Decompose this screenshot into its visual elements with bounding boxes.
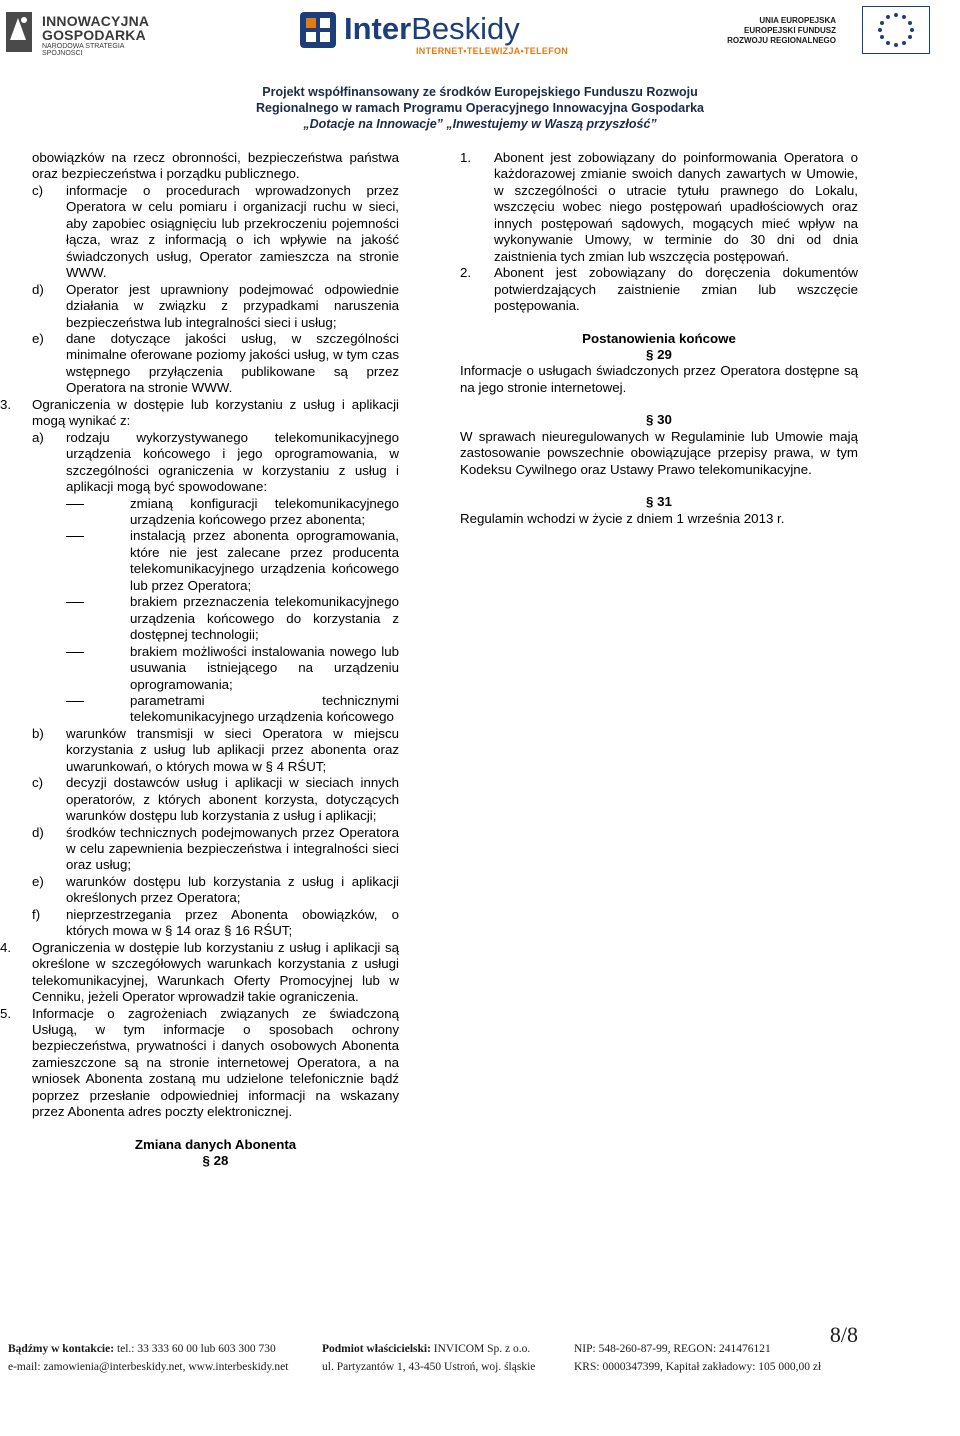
item-3e: e) warunków dostępu lub korzystania z usług i aplikacji określonych przez Operatora;: [32, 873, 399, 906]
eu-logo: [646, 6, 946, 56]
page-footer: [0, 1330, 960, 1390]
paragraph-5: 5. Informacje o zagrożeniach związanych ze świadczoną Usługą, w tym informacje o sposobach ochrony bezpieczeństwa, prywatności i danych osobowych Abonenta zamieszczone są na stronie internetowej Operatora, a na wniosek Abonenta zostaną mu udzielone telefonicznie bądź poprzez przesłanie odpowiedniej informacji na wskazany przez Abonenta adres poczty elektronicznej.: [0, 1005, 399, 1120]
ig-logo-line2: GOSPODARKA: [42, 27, 146, 43]
item-b-continuation: obowiązków na rzecz obronności, bezpieczeństwa państwa oraz bezpieczeństwa i porządku publicznego.: [32, 150, 399, 182]
section-title-zmiana: Zmiana danych Abonenta: [134, 1136, 297, 1152]
project-line2: Regionalnego w ramach Programu Operacyjnego Innowacyjna Gospodarka: [255, 101, 705, 115]
section-number-29: § 29: [646, 346, 672, 362]
paragraph-3: 3. Ograniczenia w dostępie lub korzystaniu z usług i aplikacji mogą wynikać z:: [0, 396, 399, 429]
eu-line2: EUROPEJSKI FUNDUSZ: [743, 26, 836, 35]
left-column: [0, 150, 399, 1170]
brand-inter: Inter: [344, 11, 412, 46]
section-number-31: § 31: [646, 494, 672, 510]
ig-logo-line1: INNOWACYJNA: [42, 13, 150, 29]
dash-item: zmianą konfiguracji telekomunikacyjnego urządzenia końcowego przez abonenta;: [66, 496, 399, 529]
dash-item: brakiem przeznaczenia telekomunikacyjnego urządzenia końcowego do korzystania z dostępnej technologii;: [66, 594, 399, 643]
footer-contact: Bądźmy w kontakcie: tel.: 33 333 60 00 lub 603 300 730 e-mail: zamowienia@interbeskidy.net, www.interbeskidy.net: [8, 1343, 289, 1373]
dash-item: parametrami technicznymi telekomunikacyjnego urządzenia końcowego: [66, 693, 399, 726]
right-column: [460, 150, 858, 527]
section-number-30: § 30: [646, 412, 672, 428]
eu-line3: ROZWOJU REGIONALNEGO: [727, 36, 836, 45]
paragraph-r1: 1. Abonent jest zobowiązany do poinformowania Operatora o każdorazowej zmianie swoich danych zawartych w Umowie, w szczególności o utracie tytułu prawnego do Lokalu, wszczęciu wobec niego postępowań upadłościowych oraz innych postępowań sądowych, mogących mieć wpływ na wykonywanie Umowy, w terminie do 30 dni od dnia zaistnienia tych zmian lub wszczęcia postępowań.: [460, 150, 858, 264]
footer-registry: NIP: 548-260-87-99, REGON: 241476121 KRS: 0000347399, Kapitał zakładowy: 105 000,00 zł: [574, 1343, 822, 1373]
page-header: [0, 0, 960, 80]
innowacyjna-gospodarka-logo: [0, 8, 160, 58]
ig-logo-sub: NARODOWA STRATEGIA SPÓJNOŚCI: [42, 43, 125, 57]
eu-line1: UNIA EUROPEJSKA: [759, 16, 836, 25]
interbeskidy-logo: [300, 10, 569, 60]
item-3c: c) decyzji dostawców usług i aplikacji w sieciach innych operatorów, z których abonent korzysta, dotyczących warunków dostępu lub korzystania z usług i aplikacji;: [32, 775, 399, 824]
item-3a: a) rodzaju wykorzystywanego telekomunikacyjnego urządzenia końcowego i jego oprogramowania, w szczególności ograniczenia w korzystaniu z usług i aplikacji mogą być spowodowane:: [32, 429, 399, 495]
section-number-28: § 28: [202, 1153, 229, 1169]
item-e: e) dane dotyczące jakości usług, w szczególności minimalne oferowane poziomy jakości usług, w tym czas wstępnego przyłączenia publikowane są przez Operatora na stronie WWW.: [32, 330, 399, 396]
project-banner: [0, 84, 960, 132]
paragraph-r2: 2. Abonent jest zobowiązany do doręczenia dokumentów potwierdzających zaistnienie zmian lub wszczęcie postępowania.: [460, 265, 858, 314]
section-30-text: W sprawach nieuregulowanych w Regulaminie lub Umowie mają zastosowanie powszechnie obowiązujące przepisy prawa, w tym Kodeksu Cywilnego oraz Ustawy Prawo telekomunikacyjne.: [460, 428, 858, 477]
section-title-final: Postanowienia końcowe: [582, 330, 736, 346]
brand-beskidy: Beskidy: [411, 11, 520, 46]
paragraph-4: 4. Ograniczenia w dostępie lub korzystaniu z usług i aplikacji są określone w szczegółowych warunkach korzystania z usługi telekomunikacyjnej, Warunkach Oferty Promocyjnej lub w Cenniku, jeżeli Operator wprowadził takie ograniczenia.: [0, 939, 399, 1005]
dash-item: brakiem możliwości instalowania nowego lub usuwania istniejącego na urządzeniu oprogramowania;: [66, 644, 399, 693]
project-line1: Projekt współfinansowany ze środków Europejskiego Funduszu Rozwoju: [262, 85, 698, 99]
item-3b: b) warunków transmisji w sieci Operatora w miejscu korzystania z usług lub aplikacji przez abonenta oraz uwarunkowań, o których mowa w § 4 RŚUT;: [32, 725, 399, 774]
page-number: 8/8: [829, 1322, 858, 1347]
ig-logo-icon: [4, 10, 34, 54]
item-c: c) informacje o procedurach wprowadzonych przez Operatora w celu pomiaru i organizacji ruchu w sieci, aby zapobiec osiągnięciu lub przekroczeniu pojemności łącza, wraz z informacją o ich wpływie na jakość świadczonych usług, Operator zamieszcza na stronie WWW.: [32, 182, 399, 281]
item-3d: d) środków technicznych podejmowanych przez Operatora w celu zapewnienia bezpieczeństwa i integralności sieci oraz usług;: [32, 824, 399, 873]
item-3f: f) nieprzestrzegania przez Abonenta obowiązków, o których mowa w § 14 oraz § 16 RŚUT;: [32, 906, 399, 939]
interbeskidy-mark-icon: [300, 12, 336, 48]
project-line3: „Dotacje na Innowacje” „Inwestujemy w Waszą przyszłość”: [303, 117, 657, 131]
footer-email: e-mail: zamowienia@interbeskidy.net, www.interbeskidy.net: [8, 1361, 289, 1373]
section-29-text: Informacje o usługach świadczonych przez Operatora dostępne są na jego stronie internetowej.: [460, 363, 858, 395]
brand-tagline: INTERNET•TELEWIZJA•TELEFON: [416, 46, 569, 56]
eu-flag-icon: [862, 6, 930, 54]
dash-item: instalacją przez abonenta oprogramowania, które nie jest zalecane przez producenta telekomunikacyjnego urządzenia końcowego lub przez Operatora;: [66, 528, 399, 594]
section-31-text: Regulamin wchodzi w życie z dniem 1 września 2013 r.: [460, 510, 785, 526]
item-d: d) Operator jest uprawniony podejmować odpowiednie działania w związku z przypadkami naruszenia bezpieczeństwa lub integralności sieci i usług;: [32, 281, 399, 330]
footer-owner: Podmiot właścicielski: INVICOM Sp. z o.o. ul. Partyzantów 1, 43-450 Ustroń, woj. śląskie: [322, 1343, 536, 1373]
